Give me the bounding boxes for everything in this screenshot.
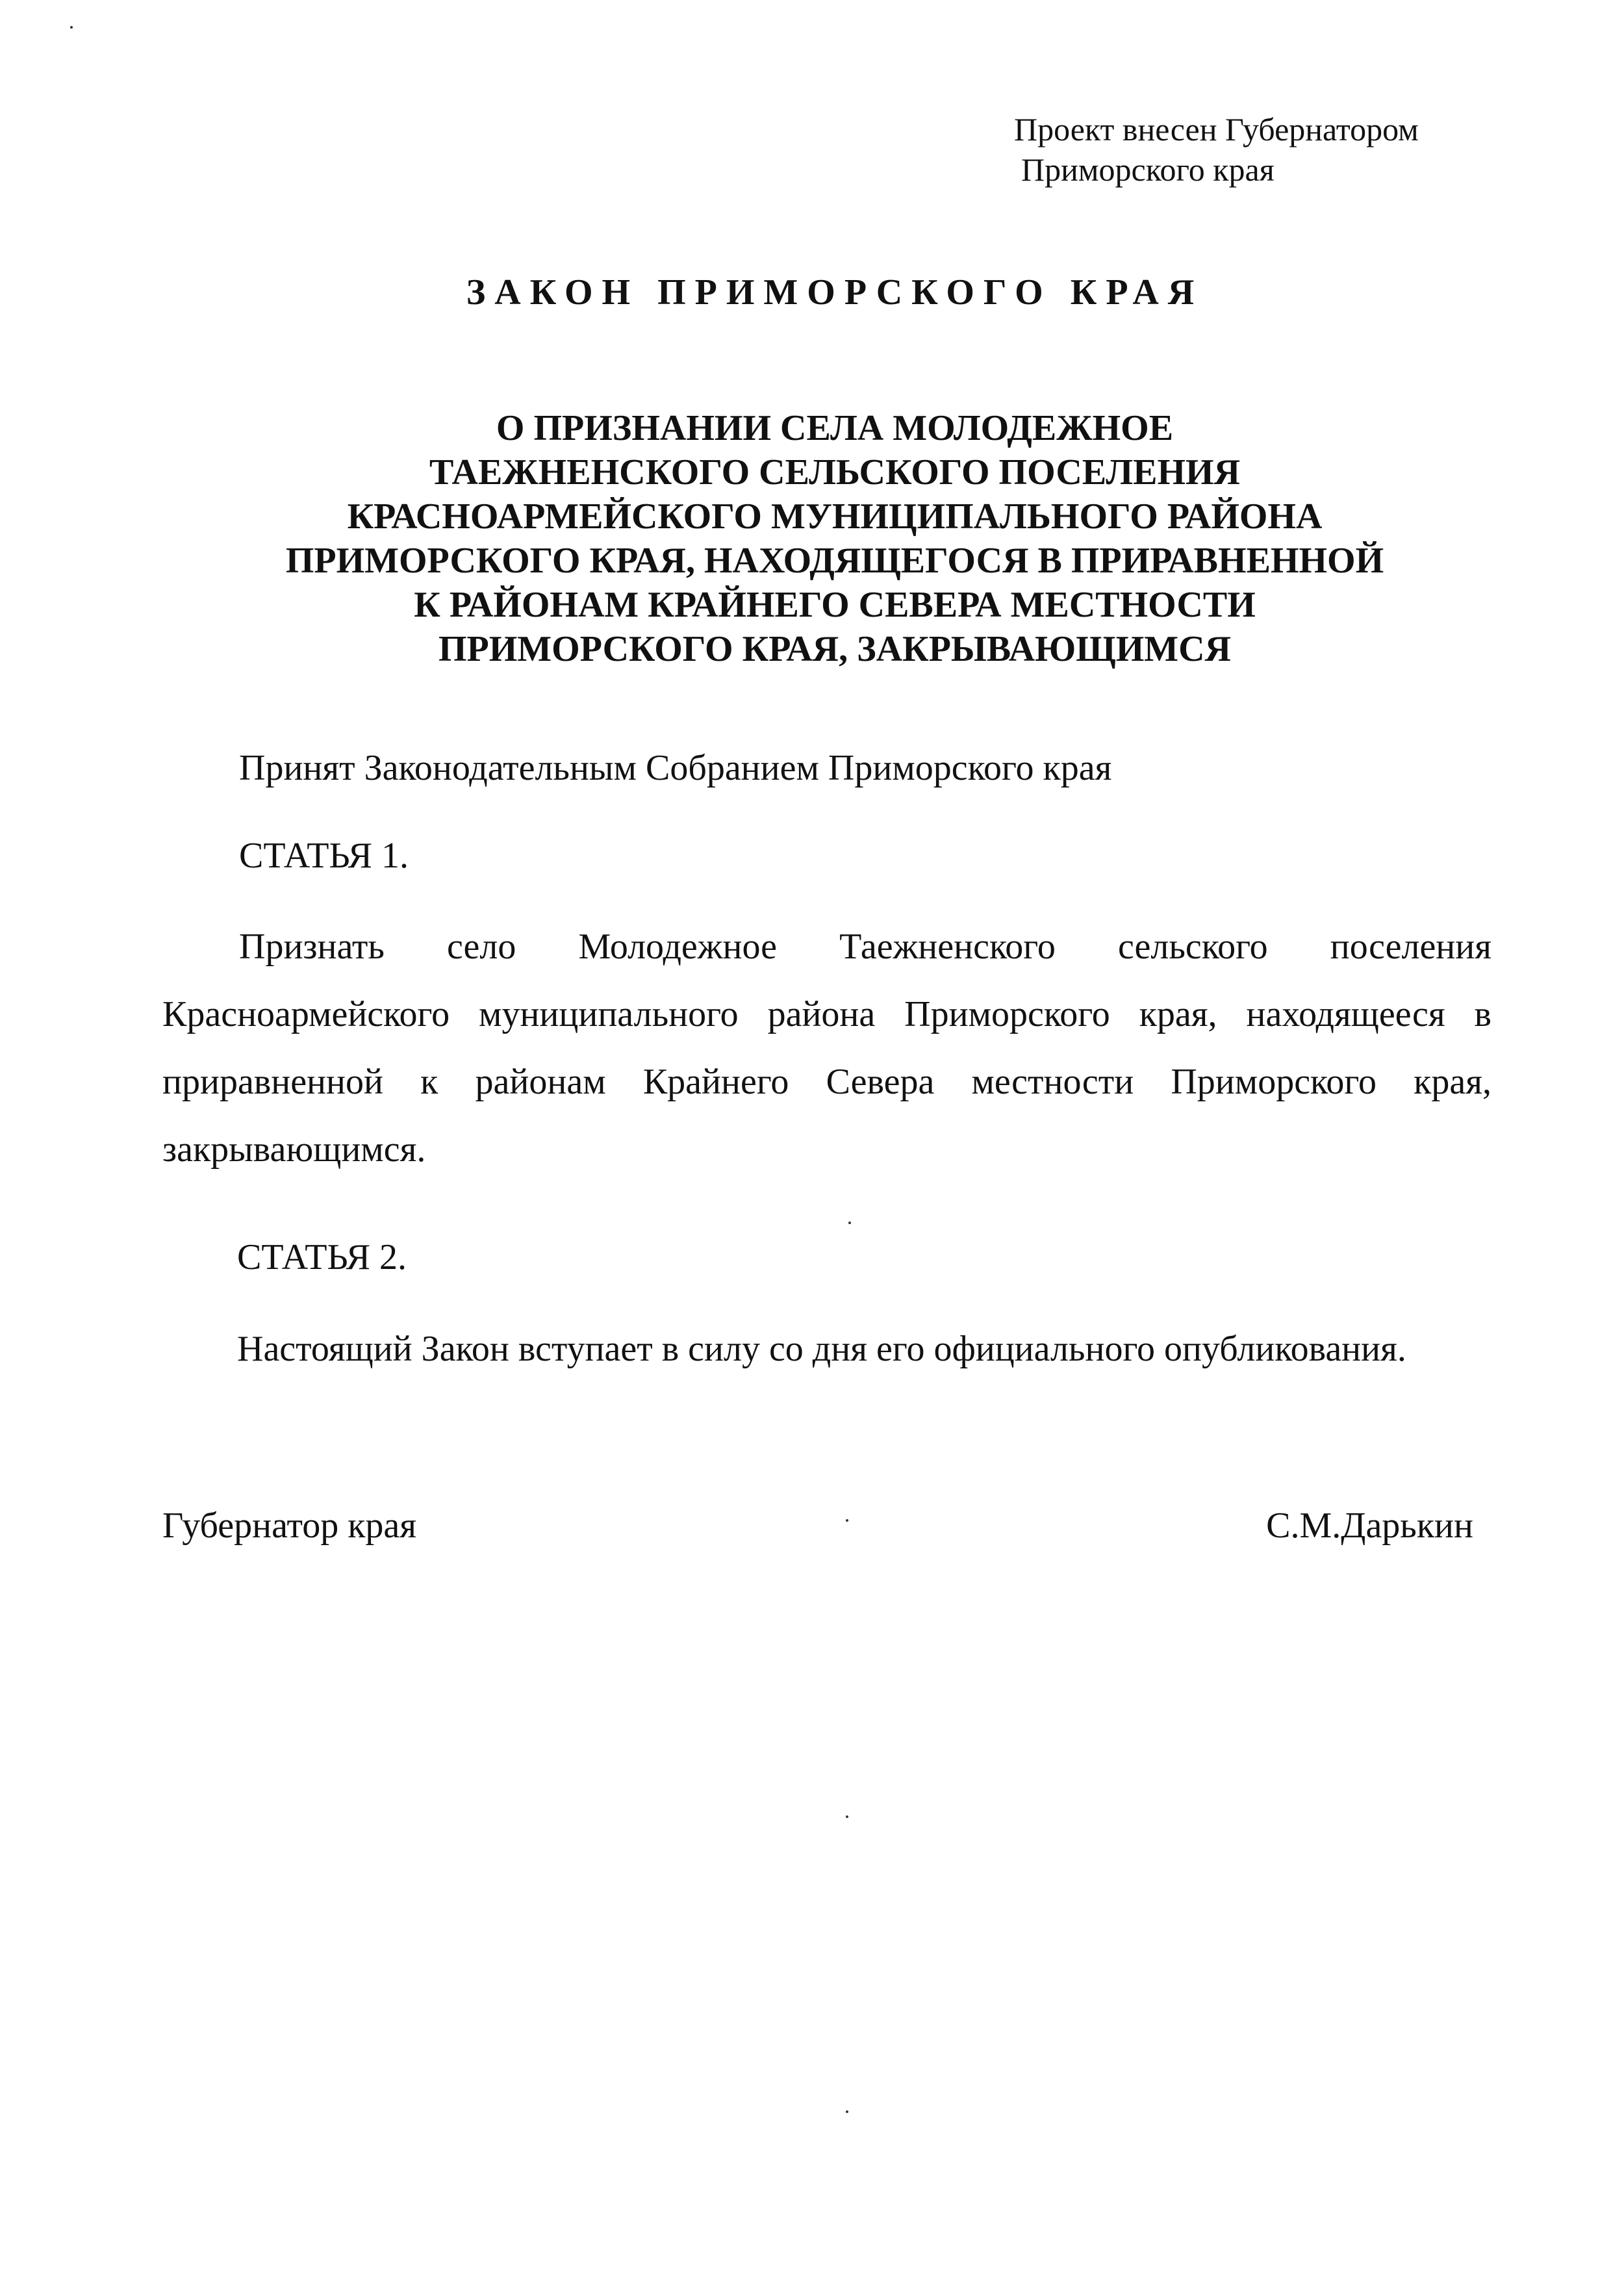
submitted-by-line-2: Приморского края: [1021, 151, 1275, 188]
title-line: ПРИМОРСКОГО КРАЯ, ЗАКРЫВАЮЩИМСЯ: [438, 629, 1232, 669]
title-line: О ПРИЗНАНИИ СЕЛА МОЛОДЕЖНОЕ: [496, 408, 1174, 448]
article-1-text: Признать село Молодежное Таежненского сельского поселения Красноармейского муниципального района Приморского края, находящееся в приравненной к районам Крайнего Севера местности Приморского края, закрывающимся.: [162, 927, 1491, 1170]
title-line: ПРИМОРСКОГО КРАЯ, НАХОДЯЩЕГОСЯ В ПРИРАВНЕННОЙ: [285, 541, 1384, 581]
title-line: ТАЕЖНЕНСКОГО СЕЛЬСКОГО ПОСЕЛЕНИЯ: [429, 452, 1241, 493]
law-heading: ЗАКОН ПРИМОРСКОГО КРАЯ: [466, 272, 1204, 313]
signature-position: Губернатор края: [162, 1505, 417, 1546]
scan-speck: [846, 2110, 848, 2113]
article-2-text: Настоящий Закон вступает в силу со дня его официального опубликования.: [237, 1329, 1406, 1369]
title-line: КРАСНОАРМЕЙСКОГО МУНИЦИПАЛЬНОГО РАЙОНА: [347, 496, 1323, 537]
scan-speck: [846, 1815, 848, 1818]
scan-speck: [70, 26, 73, 29]
scan-speck: [848, 1222, 851, 1224]
article-2-heading: СТАТЬЯ 2.: [237, 1237, 407, 1277]
adopted-statement: Принят Законодательным Собранием Приморского края: [239, 748, 1112, 788]
law-title: [0, 406, 1624, 671]
scan-speck: [846, 1519, 848, 1522]
article-1-heading: СТАТЬЯ 1.: [239, 836, 409, 876]
title-line: К РАЙОНАМ КРАЙНЕГО СЕВЕРА МЕСТНОСТИ: [414, 585, 1256, 625]
signature-name: С.М.Дарькин: [1266, 1505, 1473, 1546]
submitted-by-line-1: Проект внесен Губернатором: [1014, 111, 1419, 147]
